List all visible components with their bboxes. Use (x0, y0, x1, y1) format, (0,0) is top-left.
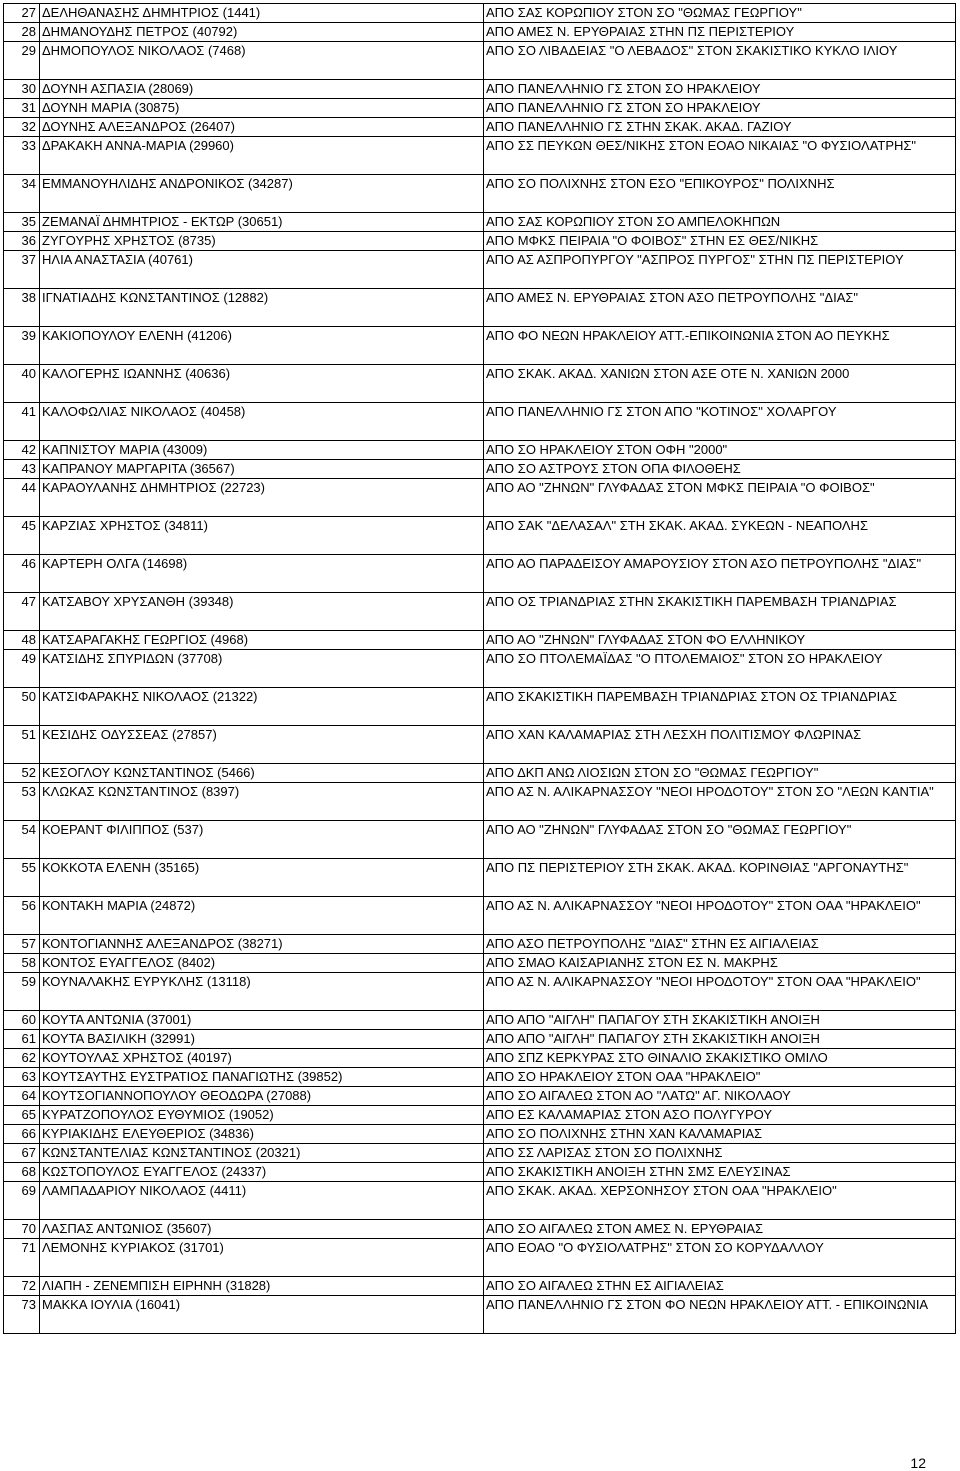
table-row (4, 232, 956, 251)
transfer-description: ΑΠΟ ΣΟ ΠΟΛΙΧΝΗΣ ΣΤΗΝ ΧΑΝ ΚΑΛΑΜΑΡΙΑΣ (484, 1125, 956, 1144)
transfer-description: ΑΠΟ ΑΣ Ν. ΑΛΙΚΑΡΝΑΣΣΟΥ "ΝΕΟΙ ΗΡΟΔΟΤΟΥ" ΣΤΟΝ ΟΑΑ "ΗΡΑΚΛΕΙΟ" (484, 897, 956, 935)
player-name: ΛΑΣΠΑΣ ΑΝΤΩΝΙΟΣ (35607) (40, 1220, 484, 1239)
row-number: 37 (4, 251, 40, 289)
row-number: 30 (4, 80, 40, 99)
table-row (4, 137, 956, 175)
row-number: 41 (4, 403, 40, 441)
transfer-description: ΑΠΟ ΑΟ "ΖΗΝΩΝ" ΓΛΥΦΑΔΑΣ ΣΤΟΝ ΣΟ "ΘΩΜΑΣ ΓΕΩΡΓΙΟΥ" (484, 821, 956, 859)
player-name: ΛΕΜΟΝΗΣ ΚΥΡΙΑΚΟΣ (31701) (40, 1239, 484, 1277)
table-row (4, 118, 956, 137)
row-number: 32 (4, 118, 40, 137)
player-name: ΚΕΣΙΔΗΣ ΟΔΥΣΣΕΑΣ (27857) (40, 726, 484, 764)
transfer-description: ΑΠΟ ΑΜΕΣ Ν. ΕΡΥΘΡΑΙΑΣ ΣΤΟΝ ΑΣΟ ΠΕΤΡΟΥΠΟΛΗΣ "ΔΙΑΣ" (484, 289, 956, 327)
transfer-description: ΑΠΟ ΣΑΣ ΚΟΡΩΠΙΟΥ ΣΤΟΝ ΣΟ "ΘΩΜΑΣ ΓΕΩΡΓΙΟΥ" (484, 4, 956, 23)
table-row (4, 1030, 956, 1049)
player-name: ΚΑΠΝΙΣΤΟΥ ΜΑΡΙΑ (43009) (40, 441, 484, 460)
row-number: 38 (4, 289, 40, 327)
table-row (4, 365, 956, 403)
table-row (4, 1296, 956, 1334)
table-row (4, 403, 956, 441)
player-name: ΚΟΚΚΟΤΑ ΕΛΕΝΗ (35165) (40, 859, 484, 897)
table-row (4, 460, 956, 479)
player-name: ΚΑΤΣΙΦΑΡΑΚΗΣ ΝΙΚΟΛΑΟΣ (21322) (40, 688, 484, 726)
row-number: 42 (4, 441, 40, 460)
row-number: 51 (4, 726, 40, 764)
table-row (4, 1239, 956, 1277)
row-number: 58 (4, 954, 40, 973)
row-number: 68 (4, 1163, 40, 1182)
row-number: 56 (4, 897, 40, 935)
table-row (4, 1277, 956, 1296)
player-name: ΖΕΜΑΝΑΪ ΔΗΜΗΤΡΙΟΣ - ΕΚΤΩΡ (30651) (40, 213, 484, 232)
transfer-description: ΑΠΟ ΜΦΚΣ ΠΕΙΡΑΙΑ "Ο ΦΟΙΒΟΣ" ΣΤΗΝ ΕΣ ΘΕΣ/ΝΙΚΗΣ (484, 232, 956, 251)
transfer-description: ΑΠΟ ΣΚΑΚ. ΑΚΑΔ. ΧΕΡΣΟΝΗΣΟΥ ΣΤΟΝ ΟΑΑ "ΗΡΑΚΛΕΙΟ" (484, 1182, 956, 1220)
player-name: ΗΛΙΑ ΑΝΑΣΤΑΣΙΑ (40761) (40, 251, 484, 289)
row-number: 73 (4, 1296, 40, 1334)
player-name: ΚΟΥΤΣΟΓΙΑΝΝΟΠΟΥΛΟΥ ΘΕΟΔΩΡΑ (27088) (40, 1087, 484, 1106)
transfer-description: ΑΠΟ ΣΟ ΑΙΓΑΛΕΩ ΣΤΗΝ ΕΣ ΑΙΓΙΑΛΕΙΑΣ (484, 1277, 956, 1296)
transfer-description: ΑΠΟ ΕΟΑΟ "Ο ΦΥΣΙΟΛΑΤΡΗΣ" ΣΤΟΝ ΣΟ ΚΟΡΥΔΑΛΛΟΥ (484, 1239, 956, 1277)
transfer-description: ΑΠΟ ΑΟ ΠΑΡΑΔΕΙΣΟΥ ΑΜΑΡΟΥΣΙΟΥ ΣΤΟΝ ΑΣΟ ΠΕΤΡΟΥΠΟΛΗΣ "ΔΙΑΣ" (484, 555, 956, 593)
row-number: 34 (4, 175, 40, 213)
transfer-description: ΑΠΟ ΠΑΝΕΛΛΗΝΙΟ ΓΣ ΣΤΟΝ ΑΠΟ "ΚΟΤΙΝΟΣ" ΧΟΛΑΡΓΟΥ (484, 403, 956, 441)
transfers-table (3, 3, 956, 1334)
player-name: ΔΡΑΚΑΚΗ ΑΝΝΑ-ΜΑΡΙΑ (29960) (40, 137, 484, 175)
player-name: ΚΑΠΡΑΝΟΥ ΜΑΡΓΑΡΙΤΑ (36567) (40, 460, 484, 479)
table-row (4, 555, 956, 593)
transfer-description: ΑΠΟ ΣΜΑΟ ΚΑΙΣΑΡΙΑΝΗΣ ΣΤΟΝ ΕΣ Ν. ΜΑΚΡΗΣ (484, 954, 956, 973)
table-row (4, 783, 956, 821)
transfer-description: ΑΠΟ ΑΜΕΣ Ν. ΕΡΥΘΡΑΙΑΣ ΣΤΗΝ ΠΣ ΠΕΡΙΣΤΕΡΙΟΥ (484, 23, 956, 42)
transfer-description: ΑΠΟ ΔΚΠ ΑΝΩ ΛΙΟΣΙΩΝ ΣΤΟΝ ΣΟ "ΘΩΜΑΣ ΓΕΩΡΓΙΟΥ" (484, 764, 956, 783)
row-number: 59 (4, 973, 40, 1011)
player-name: ΚΑΡΖΙΑΣ ΧΡΗΣΤΟΣ (34811) (40, 517, 484, 555)
player-name: ΚΟΥΤΣΑΥΤΗΣ ΕΥΣΤΡΑΤΙΟΣ ΠΑΝΑΓΙΩΤΗΣ (39852) (40, 1068, 484, 1087)
player-name: ΖΥΓΟΥΡΗΣ ΧΡΗΣΤΟΣ (8735) (40, 232, 484, 251)
transfer-description: ΑΠΟ ΣΟ ΗΡΑΚΛΕΙΟΥ ΣΤΟΝ ΟΦΗ "2000" (484, 441, 956, 460)
table-row (4, 764, 956, 783)
transfer-description: ΑΠΟ ΣΟ ΠΤΟΛΕΜΑΪΔΑΣ "Ο ΠΤΟΛΕΜΑΙΟΣ" ΣΤΟΝ ΣΟ ΗΡΑΚΛΕΙΟΥ (484, 650, 956, 688)
transfer-description: ΑΠΟ ΑΣ Ν. ΑΛΙΚΑΡΝΑΣΣΟΥ "ΝΕΟΙ ΗΡΟΔΟΤΟΥ" ΣΤΟΝ ΣΟ "ΛΕΩΝ ΚΑΝΤΙΑ" (484, 783, 956, 821)
table-row (4, 688, 956, 726)
row-number: 35 (4, 213, 40, 232)
row-number: 47 (4, 593, 40, 631)
player-name: ΚΑΚΙΟΠΟΥΛΟΥ ΕΛΕΝΗ (41206) (40, 327, 484, 365)
table-row (4, 1068, 956, 1087)
transfer-description: ΑΠΟ ΣΣ ΛΑΡΙΣΑΣ ΣΤΟΝ ΣΟ ΠΟΛΙΧΝΗΣ (484, 1144, 956, 1163)
row-number: 70 (4, 1220, 40, 1239)
table-row (4, 327, 956, 365)
table-row (4, 859, 956, 897)
page-number: 12 (910, 1455, 926, 1471)
row-number: 28 (4, 23, 40, 42)
table-row (4, 80, 956, 99)
row-number: 65 (4, 1106, 40, 1125)
row-number: 29 (4, 42, 40, 80)
transfer-description: ΑΠΟ ΑΠΟ "ΑΙΓΛΗ" ΠΑΠΑΓΟΥ ΣΤΗ ΣΚΑΚΙΣΤΙΚΗ ΑΝΟΙΞΗ (484, 1030, 956, 1049)
row-number: 39 (4, 327, 40, 365)
player-name: ΚΟΝΤΟΓΙΑΝΝΗΣ ΑΛΕΞΑΝΔΡΟΣ (38271) (40, 935, 484, 954)
row-number: 49 (4, 650, 40, 688)
row-number: 44 (4, 479, 40, 517)
transfer-description: ΑΠΟ ΣΟ ΑΙΓΑΛΕΩ ΣΤΟΝ ΑΟ "ΛΑΤΩ" ΑΓ. ΝΙΚΟΛΑΟΥ (484, 1087, 956, 1106)
transfer-description: ΑΠΟ ΣΚΑΚΙΣΤΙΚΗ ΠΑΡΕΜΒΑΣΗ ΤΡΙΑΝΔΡΙΑΣ ΣΤΟΝ ΟΣ ΤΡΙΑΝΔΡΙΑΣ (484, 688, 956, 726)
transfer-description: ΑΠΟ ΠΑΝΕΛΛΗΝΙΟ ΓΣ ΣΤΗΝ ΣΚΑΚ. ΑΚΑΔ. ΓΑΖΙΟΥ (484, 118, 956, 137)
table-row (4, 99, 956, 118)
row-number: 31 (4, 99, 40, 118)
transfer-description: ΑΠΟ ΣΟ ΛΙΒΑΔΕΙΑΣ "Ο ΛΕΒΑΔΟΣ" ΣΤΟΝ ΣΚΑΚΙΣΤΙΚΟ ΚΥΚΛΟ ΙΛΙΟΥ (484, 42, 956, 80)
row-number: 27 (4, 4, 40, 23)
row-number: 55 (4, 859, 40, 897)
transfer-description: ΑΠΟ ΣΟ ΑΣΤΡΟΥΣ ΣΤΟΝ ΟΠΑ ΦΙΛΟΘΕΗΣ (484, 460, 956, 479)
row-number: 54 (4, 821, 40, 859)
transfer-description: ΑΠΟ ΧΑΝ ΚΑΛΑΜΑΡΙΑΣ ΣΤΗ ΛΕΣΧΗ ΠΟΛΙΤΙΣΜΟΥ ΦΛΩΡΙΝΑΣ (484, 726, 956, 764)
transfer-description: ΑΠΟ ΣΟ ΑΙΓΑΛΕΩ ΣΤΟΝ ΑΜΕΣ Ν. ΕΡΥΘΡΑΙΑΣ (484, 1220, 956, 1239)
table-row (4, 4, 956, 23)
row-number: 33 (4, 137, 40, 175)
table-row (4, 897, 956, 935)
player-name: ΚΑΛΟΓΕΡΗΣ ΙΩΑΝΝΗΣ (40636) (40, 365, 484, 403)
transfer-description: ΑΠΟ ΑΣ ΑΣΠΡΟΠΥΡΓΟΥ "ΑΣΠΡΟΣ ΠΥΡΓΟΣ" ΣΤΗΝ ΠΣ ΠΕΡΙΣΤΕΡΙΟΥ (484, 251, 956, 289)
player-name: ΔΟΥΝΗ ΑΣΠΑΣΙΑ (28069) (40, 80, 484, 99)
row-number: 48 (4, 631, 40, 650)
transfer-description: ΑΠΟ ΑΟ "ΖΗΝΩΝ" ΓΛΥΦΑΔΑΣ ΣΤΟΝ ΜΦΚΣ ΠΕΙΡΑΙΑ "Ο ΦΟΙΒΟΣ" (484, 479, 956, 517)
transfer-description: ΑΠΟ ΣΟ ΠΟΛΙΧΝΗΣ ΣΤΟΝ ΕΣΟ "ΕΠΙΚΟΥΡΟΣ" ΠΟΛΙΧΝΗΣ (484, 175, 956, 213)
transfer-description: ΑΠΟ ΑΟ "ΖΗΝΩΝ" ΓΛΥΦΑΔΑΣ ΣΤΟΝ ΦΟ ΕΛΛΗΝΙΚΟΥ (484, 631, 956, 650)
table-row (4, 175, 956, 213)
transfer-description: ΑΠΟ ΠΑΝΕΛΛΗΝΙΟ ΓΣ ΣΤΟΝ ΣΟ ΗΡΑΚΛΕΙΟΥ (484, 80, 956, 99)
player-name: ΚΑΤΣΑΡΑΓΑΚΗΣ ΓΕΩΡΓΙΟΣ (4968) (40, 631, 484, 650)
row-number: 53 (4, 783, 40, 821)
table-row (4, 1182, 956, 1220)
table-row (4, 650, 956, 688)
row-number: 62 (4, 1049, 40, 1068)
transfer-description: ΑΠΟ ΣΣ ΠΕΥΚΩΝ ΘΕΣ/ΝΙΚΗΣ ΣΤΟΝ ΕΟΑΟ ΝΙΚΑΙΑΣ "Ο ΦΥΣΙΟΛΑΤΡΗΣ" (484, 137, 956, 175)
transfer-description: ΑΠΟ ΣΟ ΗΡΑΚΛΕΙΟΥ ΣΤΟΝ ΟΑΑ "ΗΡΑΚΛΕΙΟ" (484, 1068, 956, 1087)
table-row (4, 1220, 956, 1239)
table-row (4, 1011, 956, 1030)
table-row (4, 631, 956, 650)
table-row (4, 213, 956, 232)
table-row (4, 935, 956, 954)
player-name: ΔΟΥΝΗΣ ΑΛΕΞΑΝΔΡΟΣ (26407) (40, 118, 484, 137)
player-name: ΚΟΥΤΑ ΒΑΣΙΛΙΚΗ (32991) (40, 1030, 484, 1049)
table-row (4, 1087, 956, 1106)
row-number: 67 (4, 1144, 40, 1163)
player-name: ΚΥΡΙΑΚΙΔΗΣ ΕΛΕΥΘΕΡΙΟΣ (34836) (40, 1125, 484, 1144)
player-name: ΚΩΣΤΟΠΟΥΛΟΣ ΕΥΑΓΓΕΛΟΣ (24337) (40, 1163, 484, 1182)
table-row (4, 251, 956, 289)
player-name: ΚΟΥΝΑΛΑΚΗΣ ΕΥΡΥΚΛΗΣ (13118) (40, 973, 484, 1011)
row-number: 69 (4, 1182, 40, 1220)
row-number: 61 (4, 1030, 40, 1049)
table-row (4, 517, 956, 555)
transfer-description: ΑΠΟ ΑΣΟ ΠΕΤΡΟΥΠΟΛΗΣ "ΔΙΑΣ" ΣΤΗΝ ΕΣ ΑΙΓΙΑΛΕΙΑΣ (484, 935, 956, 954)
transfer-description: ΑΠΟ ΣΑΚ "ΔΕΛΑΣΑΛ" ΣΤΗ ΣΚΑΚ. ΑΚΑΔ. ΣΥΚΕΩΝ - ΝΕΑΠΟΛΗΣ (484, 517, 956, 555)
player-name: ΚΟΕΡΑΝΤ ΦΙΛΙΠΠΟΣ (537) (40, 821, 484, 859)
player-name: ΔΗΜΟΠΟΥΛΟΣ ΝΙΚΟΛΑΟΣ (7468) (40, 42, 484, 80)
table-row (4, 726, 956, 764)
transfer-description: ΑΠΟ ΣΑΣ ΚΟΡΩΠΙΟΥ ΣΤΟΝ ΣΟ ΑΜΠΕΛΟΚΗΠΩΝ (484, 213, 956, 232)
transfer-description: ΑΠΟ ΣΠΖ ΚΕΡΚΥΡΑΣ ΣΤΟ ΘΙΝΑΛΙΟ ΣΚΑΚΙΣΤΙΚΟ ΟΜΙΛΟ (484, 1049, 956, 1068)
transfer-description: ΑΠΟ ΑΠΟ "ΑΙΓΛΗ" ΠΑΠΑΓΟΥ ΣΤΗ ΣΚΑΚΙΣΤΙΚΗ ΑΝΟΙΞΗ (484, 1011, 956, 1030)
table-row (4, 1125, 956, 1144)
player-name: ΚΥΡΑΤΖΟΠΟΥΛΟΣ ΕΥΘΥΜΙΟΣ (19052) (40, 1106, 484, 1125)
player-name: ΚΟΝΤΟΣ ΕΥΑΓΓΕΛΟΣ (8402) (40, 954, 484, 973)
row-number: 66 (4, 1125, 40, 1144)
player-name: ΙΓΝΑΤΙΑΔΗΣ ΚΩΝΣΤΑΝΤΙΝΟΣ (12882) (40, 289, 484, 327)
table-row (4, 954, 956, 973)
table-row (4, 42, 956, 80)
row-number: 57 (4, 935, 40, 954)
player-name: ΛΑΜΠΑΔΑΡΙΟΥ ΝΙΚΟΛΑΟΣ (4411) (40, 1182, 484, 1220)
table-row (4, 289, 956, 327)
transfer-description: ΑΠΟ ΦΟ ΝΕΩΝ ΗΡΑΚΛΕΙΟΥ ΑΤΤ.-ΕΠΙΚΟΙΝΩΝΙΑ ΣΤΟΝ ΑΟ ΠΕΥΚΗΣ (484, 327, 956, 365)
transfer-description: ΑΠΟ ΠΣ ΠΕΡΙΣΤΕΡΙΟΥ ΣΤΗ ΣΚΑΚ. ΑΚΑΔ. ΚΟΡΙΝΘΙΑΣ "ΑΡΓΟΝΑΥΤΗΣ" (484, 859, 956, 897)
player-name: ΛΙΑΠΗ - ΖΕΝΕΜΠΙΣΗ ΕΙΡΗΝΗ (31828) (40, 1277, 484, 1296)
player-name: ΚΑΤΣΑΒΟΥ ΧΡΥΣΑΝΘΗ (39348) (40, 593, 484, 631)
player-name: ΚΛΩΚΑΣ ΚΩΝΣΤΑΝΤΙΝΟΣ (8397) (40, 783, 484, 821)
table-row (4, 23, 956, 42)
player-name: ΚΑΡΑΟΥΛΑΝΗΣ ΔΗΜΗΤΡΙΟΣ (22723) (40, 479, 484, 517)
player-name: ΚΑΡΤΕΡΗ ΟΛΓΑ (14698) (40, 555, 484, 593)
transfer-description: ΑΠΟ ΠΑΝΕΛΛΗΝΙΟ ΓΣ ΣΤΟΝ ΣΟ ΗΡΑΚΛΕΙΟΥ (484, 99, 956, 118)
table-row (4, 1049, 956, 1068)
transfer-description: ΑΠΟ ΕΣ ΚΑΛΑΜΑΡΙΑΣ ΣΤΟΝ ΑΣΟ ΠΟΛΥΓΥΡΟΥ (484, 1106, 956, 1125)
transfer-description: ΑΠΟ ΣΚΑΚΙΣΤΙΚΗ ΑΝΟΙΞΗ ΣΤΗΝ ΣΜΣ ΕΛΕΥΣΙΝΑΣ (484, 1163, 956, 1182)
player-name: ΜΑΚΚΑ ΙΟΥΛΙΑ (16041) (40, 1296, 484, 1334)
row-number: 46 (4, 555, 40, 593)
row-number: 50 (4, 688, 40, 726)
row-number: 43 (4, 460, 40, 479)
table-row (4, 593, 956, 631)
player-name: ΚΟΝΤΑΚΗ ΜΑΡΙΑ (24872) (40, 897, 484, 935)
table-row (4, 1144, 956, 1163)
player-name: ΚΑΤΣΙΔΗΣ ΣΠΥΡΙΔΩΝ (37708) (40, 650, 484, 688)
player-name: ΔΕΛΗΘΑΝΑΣΗΣ ΔΗΜΗΤΡΙΟΣ (1441) (40, 4, 484, 23)
player-name: ΔΗΜΑΝΟΥΔΗΣ ΠΕΤΡΟΣ (40792) (40, 23, 484, 42)
table-row (4, 479, 956, 517)
player-name: ΚΟΥΤΑ ΑΝΤΩΝΙΑ (37001) (40, 1011, 484, 1030)
transfer-description: ΑΠΟ ΟΣ ΤΡΙΑΝΔΡΙΑΣ ΣΤΗΝ ΣΚΑΚΙΣΤΙΚΗ ΠΑΡΕΜΒΑΣΗ ΤΡΙΑΝΔΡΙΑΣ (484, 593, 956, 631)
row-number: 45 (4, 517, 40, 555)
table-row (4, 1106, 956, 1125)
player-name: ΔΟΥΝΗ ΜΑΡΙΑ (30875) (40, 99, 484, 118)
transfers-table-body (4, 4, 956, 1334)
row-number: 52 (4, 764, 40, 783)
row-number: 71 (4, 1239, 40, 1277)
row-number: 64 (4, 1087, 40, 1106)
player-name: ΚΟΥΤΟΥΛΑΣ ΧΡΗΣΤΟΣ (40197) (40, 1049, 484, 1068)
player-name: ΚΕΣΟΓΛΟΥ ΚΩΝΣΤΑΝΤΙΝΟΣ (5466) (40, 764, 484, 783)
transfer-description: ΑΠΟ ΣΚΑΚ. ΑΚΑΔ. ΧΑΝΙΩΝ ΣΤΟΝ ΑΣΕ ΟΤΕ Ν. ΧΑΝΙΩΝ 2000 (484, 365, 956, 403)
row-number: 40 (4, 365, 40, 403)
player-name: ΚΩΝΣΤΑΝΤΕΛΙΑΣ ΚΩΝΣΤΑΝΤΙΝΟΣ (20321) (40, 1144, 484, 1163)
row-number: 72 (4, 1277, 40, 1296)
table-row (4, 821, 956, 859)
transfer-description: ΑΠΟ ΠΑΝΕΛΛΗΝΙΟ ΓΣ ΣΤΟΝ ΦΟ ΝΕΩΝ ΗΡΑΚΛΕΙΟΥ ΑΤΤ. - ΕΠΙΚΟΙΝΩΝΙΑ (484, 1296, 956, 1334)
table-row (4, 441, 956, 460)
row-number: 63 (4, 1068, 40, 1087)
player-name: ΚΑΛΟΦΩΛΙΑΣ ΝΙΚΟΛΑΟΣ (40458) (40, 403, 484, 441)
table-row (4, 1163, 956, 1182)
table-row (4, 973, 956, 1011)
row-number: 36 (4, 232, 40, 251)
player-name: ΕΜΜΑΝΟΥΗΛΙΔΗΣ ΑΝΔΡΟΝΙΚΟΣ (34287) (40, 175, 484, 213)
row-number: 60 (4, 1011, 40, 1030)
transfer-description: ΑΠΟ ΑΣ Ν. ΑΛΙΚΑΡΝΑΣΣΟΥ "ΝΕΟΙ ΗΡΟΔΟΤΟΥ" ΣΤΟΝ ΟΑΑ "ΗΡΑΚΛΕΙΟ" (484, 973, 956, 1011)
